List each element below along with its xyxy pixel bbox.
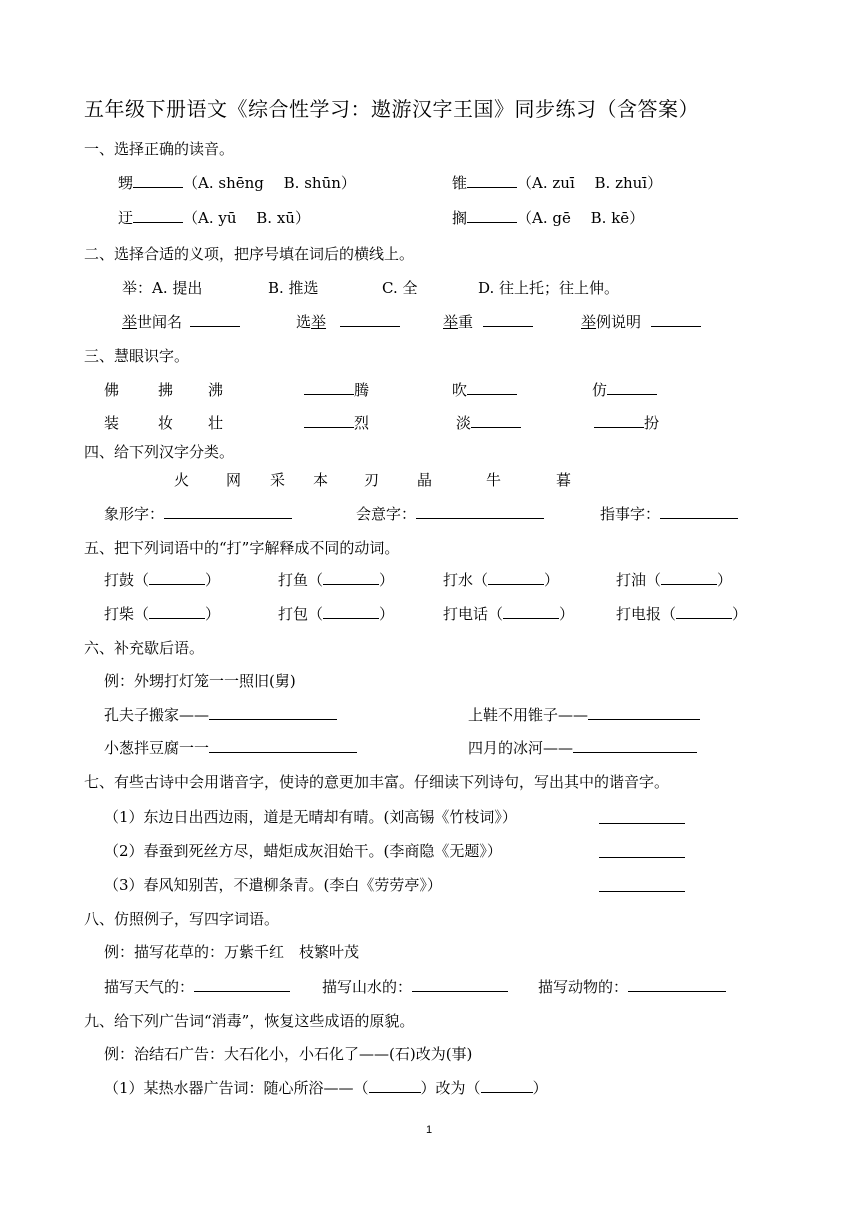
answer-blank[interactable] [340, 312, 400, 327]
s8-item: 描写山水的： [322, 977, 508, 997]
s5-item: 打油（ ） [616, 571, 733, 589]
s3-char: 装 [104, 414, 120, 432]
s5-item: 打鱼（ ） [278, 571, 395, 589]
answer-blank[interactable] [209, 705, 337, 720]
answer-blank[interactable] [467, 208, 517, 223]
answer-blank[interactable] [607, 380, 657, 395]
s3-char: 沸 [208, 381, 224, 399]
answer-blank[interactable] [573, 738, 697, 753]
answer-blank[interactable] [369, 1078, 421, 1093]
s2-word: 举重 [443, 312, 533, 332]
answer-blank[interactable] [628, 977, 726, 992]
section-3-heading: 三、慧眼识字。 [84, 347, 190, 365]
s4-char: 刃 [364, 471, 380, 489]
answer-blank[interactable] [323, 570, 379, 585]
s2-word: 选举 [296, 312, 400, 332]
s5-item: 打电话（ ） [443, 605, 575, 623]
answer-blank[interactable] [209, 738, 357, 753]
s1-item: 甥 （A. shēng B. shūn） [118, 174, 356, 192]
answer-blank[interactable] [323, 604, 379, 619]
s3-item: 烈 [304, 413, 369, 433]
section-7-heading: 七、有些古诗中会用谐音字，使诗的意更加丰富。仔细读下列诗句，写出其中的谐音字。 [84, 773, 670, 791]
answer-blank[interactable] [503, 604, 559, 619]
section-6-heading: 六、补充歇后语。 [84, 639, 205, 657]
answer-blank[interactable] [481, 1078, 533, 1093]
s3-char: 妆 [158, 414, 174, 432]
s2-option: C. 全 [382, 279, 418, 297]
section-4-heading: 四、给下列汉字分类。 [84, 443, 235, 461]
s2-option: B. 推选 [268, 279, 319, 297]
s4-char: 网 [226, 471, 242, 489]
answer-blank[interactable] [467, 173, 517, 188]
answer-blank[interactable] [488, 570, 544, 585]
answer-blank[interactable] [164, 504, 292, 519]
answer-blank[interactable] [471, 413, 521, 428]
section-9-heading: 九、给下列广告词“消毒”，恢复这些成语的原貌。 [84, 1012, 415, 1030]
s8-example: 例：描写花草的：万紫千红 枝繁叶茂 [104, 943, 360, 961]
answer-blank[interactable] [676, 604, 732, 619]
s4-char: 火 [174, 471, 190, 489]
s1-item: 迂 （A. yū B. xū） [118, 209, 310, 227]
s6-item: 小葱拌豆腐一一 [104, 738, 357, 758]
answer-blank[interactable] [149, 570, 205, 585]
s3-char: 拂 [158, 381, 174, 399]
s9-item: （1）某热水器广告词：随心所浴——（ ）改为（ ） [104, 1079, 548, 1097]
answer-blank[interactable] [133, 208, 183, 223]
s4-char: 采 [270, 471, 286, 489]
s7-item: （3）春风知别苦，不遣柳条青。(李白《劳劳亭》） [104, 876, 442, 894]
answer-blank[interactable] [483, 312, 533, 327]
answer-blank[interactable] [594, 413, 644, 428]
s7-item: （2）春蚕到死丝方尽，蜡炬成灰泪始干。(李商隐《无题》） [104, 842, 502, 860]
s5-item: 打包（ ） [278, 605, 395, 623]
s5-item: 打电报（ ） [616, 605, 748, 623]
answer-blank[interactable] [149, 604, 205, 619]
answer-blank[interactable] [599, 877, 685, 892]
section-5-heading: 五、把下列词语中的“打”字解释成不同的动词。 [84, 539, 400, 557]
s1-item: 搁 （A. gē B. kē） [452, 209, 645, 227]
section-1-heading: 一、选择正确的读音。 [84, 140, 235, 158]
answer-blank[interactable] [599, 809, 685, 824]
s3-item: 仿 [592, 380, 657, 400]
answer-blank[interactable] [651, 312, 701, 327]
s5-item: 打水（ ） [443, 571, 560, 589]
s6-item: 上鞋不用锥子—— [468, 705, 700, 725]
answer-blank[interactable] [133, 173, 183, 188]
s5-item: 打鼓（ ） [104, 571, 221, 589]
answer-blank[interactable] [194, 977, 290, 992]
answer-blank[interactable] [467, 380, 517, 395]
s3-char: 佛 [104, 381, 120, 399]
answer-blank[interactable] [304, 413, 354, 428]
answer-blank[interactable] [660, 504, 738, 519]
s3-item: 腾 [304, 380, 369, 400]
answer-blank[interactable] [661, 570, 717, 585]
page-number: 1 [426, 1124, 433, 1136]
answer-blank[interactable] [304, 380, 354, 395]
s3-char: 壮 [208, 414, 224, 432]
s2-option: 举：A. 提出 [122, 279, 203, 297]
s9-example: 例：治结石广告：大石化小，小石化了——(石)改为(事) [104, 1045, 473, 1063]
s8-item: 描写天气的： [104, 977, 290, 997]
s4-char: 本 [313, 471, 329, 489]
answer-blank[interactable] [416, 504, 544, 519]
s2-word: 举例说明 [581, 312, 701, 332]
s6-item: 四月的冰河—— [468, 738, 697, 758]
section-8-heading: 八、仿照例子，写四字词语。 [84, 910, 280, 928]
s4-char: 暮 [556, 471, 572, 489]
answer-blank[interactable] [190, 312, 240, 327]
s3-item: 扮 [594, 413, 659, 433]
s7-item: （1）东边日出西边雨，道是无晴却有晴。(刘高锡《竹枝词》） [104, 808, 517, 826]
s5-item: 打柴（ ） [104, 605, 221, 623]
answer-blank[interactable] [599, 843, 685, 858]
s4-category: 象形字： [104, 504, 292, 524]
s4-category: 指事字： [600, 504, 738, 524]
s1-item: 锥 （A. zuī B. zhuī） [452, 174, 663, 192]
s3-item: 淡 [456, 413, 521, 433]
s8-item: 描写动物的： [538, 977, 726, 997]
s2-word: 举世闻名 [122, 312, 240, 332]
s6-item: 孔夫子搬家—— [104, 705, 337, 725]
answer-blank[interactable] [588, 705, 700, 720]
s2-option: D. 往上托；往上伸。 [478, 279, 620, 297]
s3-item: 吹 [452, 380, 517, 400]
s6-example: 例：外甥打灯笼一一照旧(舅) [104, 672, 296, 690]
page-title: 五年级下册语文《综合性学习：遨游汉字王国》同步练习（含答案） [84, 97, 699, 121]
s4-char: 晶 [417, 471, 433, 489]
section-2-heading: 二、选择合适的义项，把序号填在词后的横线上。 [84, 245, 415, 263]
answer-blank[interactable] [412, 977, 508, 992]
s4-category: 会意字： [356, 504, 544, 524]
s4-char: 牛 [486, 471, 502, 489]
